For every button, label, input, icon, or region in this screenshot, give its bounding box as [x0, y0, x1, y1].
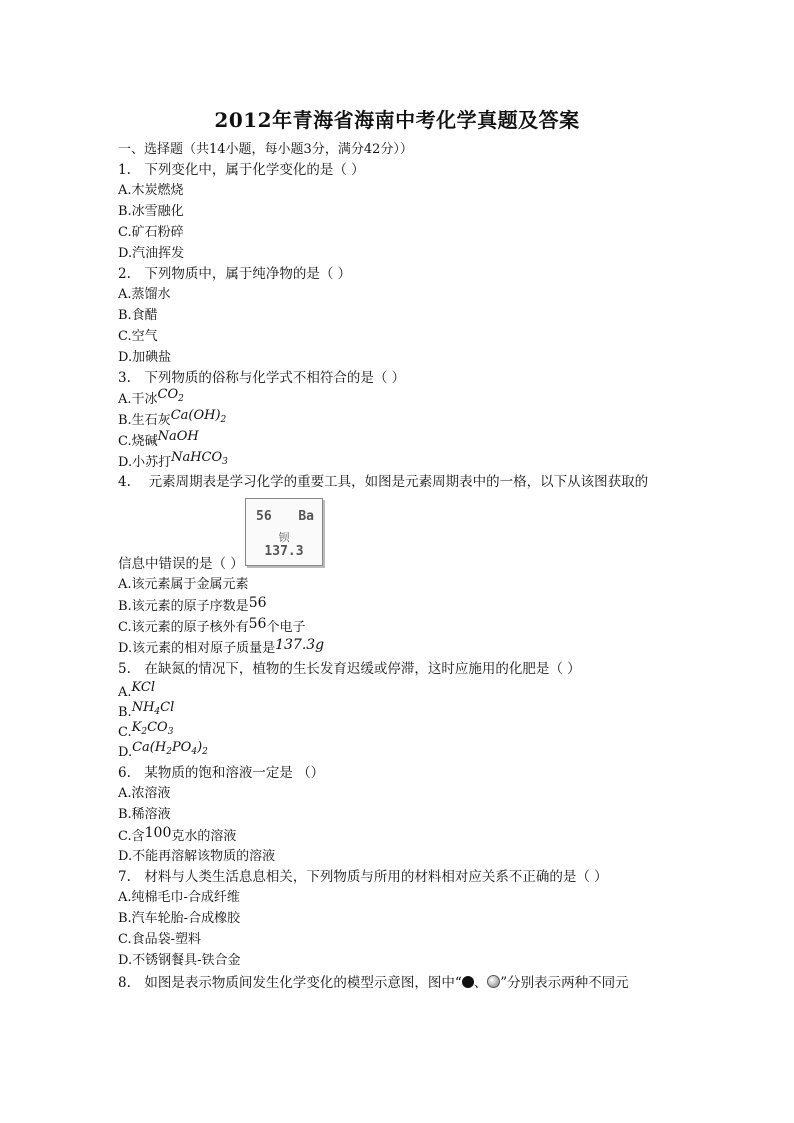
q1-option-a: A.木炭燃烧: [118, 183, 184, 198]
q4-c-value: 56: [248, 616, 267, 632]
q7-option-a: A.纯棉毛巾-合成纤维: [118, 890, 240, 905]
q5-c-label: C.: [118, 725, 132, 740]
q3-b-formula: [171, 408, 227, 423]
q5-b-f1: NH: [131, 700, 155, 715]
element-symbol: Ba: [298, 509, 314, 524]
q5-a-formula: KCl: [131, 680, 155, 695]
q6-option-d: D.不能再溶解该物质的溶液: [118, 849, 276, 864]
q4-c-tail: 个电子: [266, 620, 306, 635]
q3-b-s1: 2: [220, 415, 227, 425]
q3-d-s1: 3: [222, 457, 228, 467]
q2-option-c: C.空气: [118, 329, 158, 344]
q3-d-label: D.小苏打: [118, 455, 172, 470]
q8-stem-b: ”分别表示两种不同元: [500, 975, 629, 991]
question-4: 4. 元素周期表是学习化学的重要工具，如图是元素周期表中的一格，以下从该图获取的: [118, 474, 649, 490]
atomic-mass: 137.3: [264, 544, 304, 559]
question-8: [118, 973, 629, 993]
q5-d-s1: 2: [166, 747, 172, 757]
q6-c-tail: 克水的溶液: [171, 829, 237, 844]
q3-c-label: C.烧碱: [118, 434, 158, 449]
q3-a-formula: [158, 387, 184, 402]
q5-d-f3: ): [197, 740, 203, 755]
q5-b-label: B.: [118, 705, 132, 720]
q6-option-a: A.浓溶液: [118, 786, 171, 801]
black-atom-icon: [462, 976, 474, 988]
q4-d-label: D.该元素的相对原子质量是: [118, 641, 276, 656]
q4-option-c: [118, 617, 305, 638]
q5-c-s1: 2: [141, 727, 148, 737]
q5-d-f1: Ca(H: [132, 740, 167, 755]
q4-option-d: [118, 638, 324, 659]
q4-option-b: [118, 596, 267, 617]
question-6: 6. 某物质的饱和溶液一定是 （）: [118, 765, 325, 781]
q4-option-a: A.该元素属于金属元素: [118, 577, 249, 592]
q3-b-label: B.生石灰: [118, 413, 171, 428]
q5-d-f2: PO: [171, 740, 192, 755]
cell-top-row: [256, 509, 314, 524]
q2-option-b: B.食醋: [118, 308, 158, 323]
q5-b-f2: Cl: [160, 700, 175, 715]
q2-option-d: D.加碘盐: [118, 350, 172, 365]
question-7: 7. 材料与人类生活息息相关，下列物质与所用的材料相对应关系不正确的是（ ）: [118, 869, 608, 885]
q2-option-a: A.蒸馏水: [118, 287, 171, 302]
question-5: 5. 在缺氮的情况下，植物的生长发育迟缓或停滞，这时应施用的化肥是（ ）: [118, 661, 581, 677]
q8-stem-a: 8. 如图是表示物质间发生化学变化的模型示意图，图中“: [118, 975, 462, 991]
q5-d-label: D.: [118, 745, 133, 760]
q4-d-value: 137.3g: [275, 637, 325, 653]
question-4-continued: 信息中错误的是（ ）: [118, 556, 244, 572]
element-name: 钡: [278, 531, 290, 544]
q6-option-c: [118, 826, 236, 847]
question-1: 1. 下列变化中，属于化学变化的是（ ）: [118, 162, 365, 178]
q6-c-label: C.含: [118, 829, 145, 844]
q3-d-f1: NaHCO: [171, 450, 223, 465]
q1-option-b: B.冰雪融化: [118, 204, 184, 219]
section-heading: 一、选择题（共14小题，每小题3分，满分42分））: [118, 142, 413, 157]
q4-b-label: B.该元素的原子序数是: [118, 599, 249, 614]
page-title: 2012年青海省海南中考化学真题及答案: [214, 108, 580, 132]
q5-c-formula: [132, 720, 174, 735]
atomic-number: 56: [256, 509, 272, 524]
q7-option-d: D.不锈钢餐具-铁合金: [118, 953, 241, 968]
q1-option-d: D.汽油挥发: [118, 246, 185, 261]
q3-b-f1: Ca(OH): [170, 408, 221, 423]
periodic-table-cell: [245, 498, 323, 566]
q7-option-b: B.汽车轮胎-合成橡胶: [118, 911, 241, 926]
question-2: 2. 下列物质中，属于纯净物的是（ ）: [118, 266, 352, 282]
q7-option-c: C.食品袋-塑料: [118, 932, 202, 947]
q3-a-label: A.干冰: [118, 392, 158, 407]
q3-option-c: [118, 429, 199, 452]
q5-c-f1: K: [131, 720, 142, 735]
question-3: 3. 下列物质的俗称与化学式不相符合的是（ ）: [118, 370, 406, 386]
q8-separator: 、: [473, 975, 488, 991]
q4-b-value: 56: [248, 595, 267, 611]
q5-d-s3: 2: [202, 747, 208, 757]
q5-a-label: A.: [118, 685, 132, 700]
q3-a-f1: CO: [157, 387, 179, 402]
q3-d-formula: [171, 450, 228, 465]
q5-d-formula: [132, 740, 208, 755]
q5-b-s1: 4: [154, 707, 161, 717]
q4-c-label: C.该元素的原子核外有: [118, 620, 249, 635]
q5-c-s2: 3: [167, 727, 174, 737]
q6-option-b: B.稀溶液: [118, 807, 171, 822]
q5-c-f2: CO: [147, 720, 168, 735]
grey-atom-icon: [487, 975, 500, 988]
q3-a-s1: 2: [178, 394, 184, 404]
q5-d-s2: 4: [191, 747, 198, 757]
q3-c-formula: NaOH: [157, 429, 199, 444]
q6-c-value: 100: [144, 825, 172, 841]
q5-b-formula: [132, 700, 175, 715]
q1-option-c: C.矿石粉碎: [118, 225, 184, 240]
